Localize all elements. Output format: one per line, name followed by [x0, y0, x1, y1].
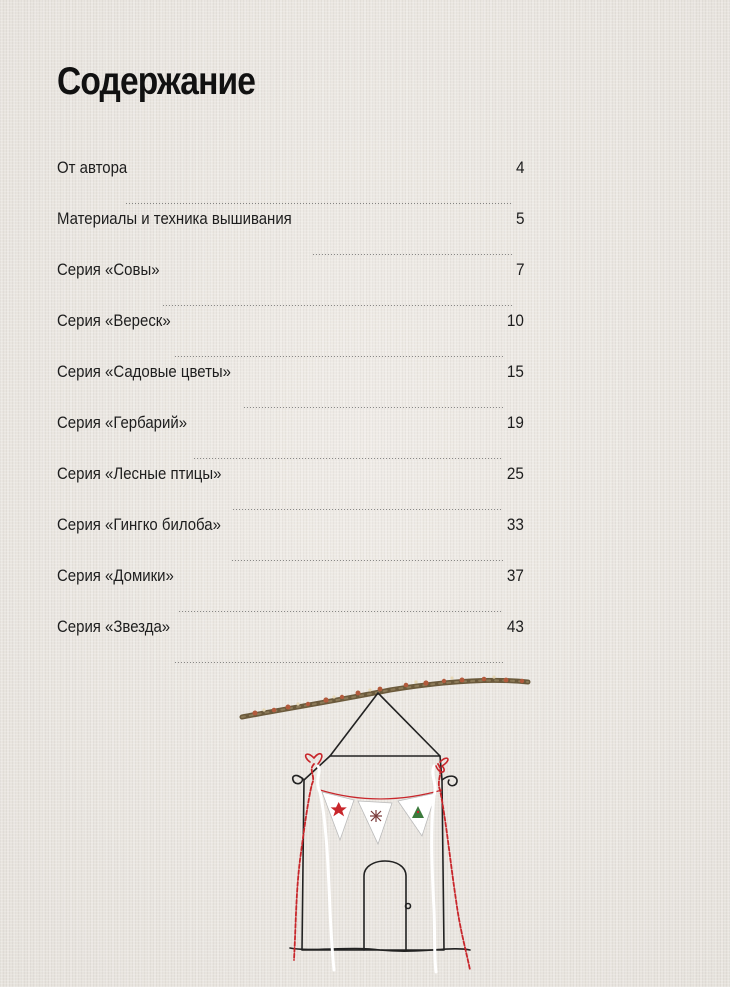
toc-entry-title: Серия «Вереск»: [57, 311, 171, 330]
toc-entry-herbarium[interactable]: [57, 413, 524, 464]
toc-entry-owls[interactable]: [57, 260, 524, 311]
toc-entry-forest-birds[interactable]: [57, 464, 524, 515]
toc-leader-dots: [232, 509, 503, 510]
page-title: Содержание: [57, 60, 256, 103]
toc-leader-dots: [243, 407, 503, 408]
toc-entry-houses[interactable]: [57, 566, 524, 617]
toc-entry-title: Серия «Садовые цветы»: [57, 362, 231, 381]
ribbon-right-icon: [432, 758, 470, 972]
toc-entry-title: Серия «Домики»: [57, 566, 174, 585]
toc-entry-page: 37: [506, 566, 524, 585]
wire-house-illustration: [230, 660, 540, 987]
toc-leader-dots: [174, 356, 503, 357]
toc-leader-dots: [125, 203, 513, 204]
toc-entry-title: Серия «Гингко билоба»: [57, 515, 221, 534]
toc-entry-page: 7: [515, 260, 524, 279]
bunting-flags-icon: [320, 790, 442, 844]
toc-entry-garden-flowers[interactable]: [57, 362, 524, 413]
toc-entry-title: Материалы и техника вышивания: [57, 209, 292, 228]
toc-entry-page: 5: [515, 209, 524, 228]
table-of-contents: [57, 158, 524, 668]
toc-entry-page: 25: [506, 464, 524, 483]
branch-icon: [242, 675, 528, 717]
toc-entry-page: 33: [506, 515, 524, 534]
toc-leader-dots: [162, 305, 513, 306]
toc-entry-page: 10: [506, 311, 524, 330]
toc-leader-dots: [312, 254, 513, 255]
toc-entry-page: 15: [506, 362, 524, 381]
toc-entry-title: От автора: [57, 158, 128, 177]
toc-leader-dots: [178, 611, 503, 612]
toc-entry-page: 4: [515, 158, 524, 177]
toc-leader-dots: [231, 560, 503, 561]
toc-entry-ginkgo[interactable]: [57, 515, 524, 566]
toc-entry-heather[interactable]: [57, 311, 524, 362]
toc-entry-page: 19: [506, 413, 524, 432]
ribbon-left-icon: [294, 754, 334, 970]
toc-entry-author[interactable]: [57, 158, 524, 209]
toc-entry-title: Серия «Гербарий»: [57, 413, 188, 432]
toc-entry-title: Серия «Звезда»: [57, 617, 171, 636]
toc-entry-title: Серия «Совы»: [57, 260, 160, 279]
toc-entry-title: Серия «Лесные птицы»: [57, 464, 222, 483]
toc-entry-materials[interactable]: [57, 209, 524, 260]
toc-leader-dots: [193, 458, 503, 459]
toc-entry-page: 43: [506, 617, 524, 636]
